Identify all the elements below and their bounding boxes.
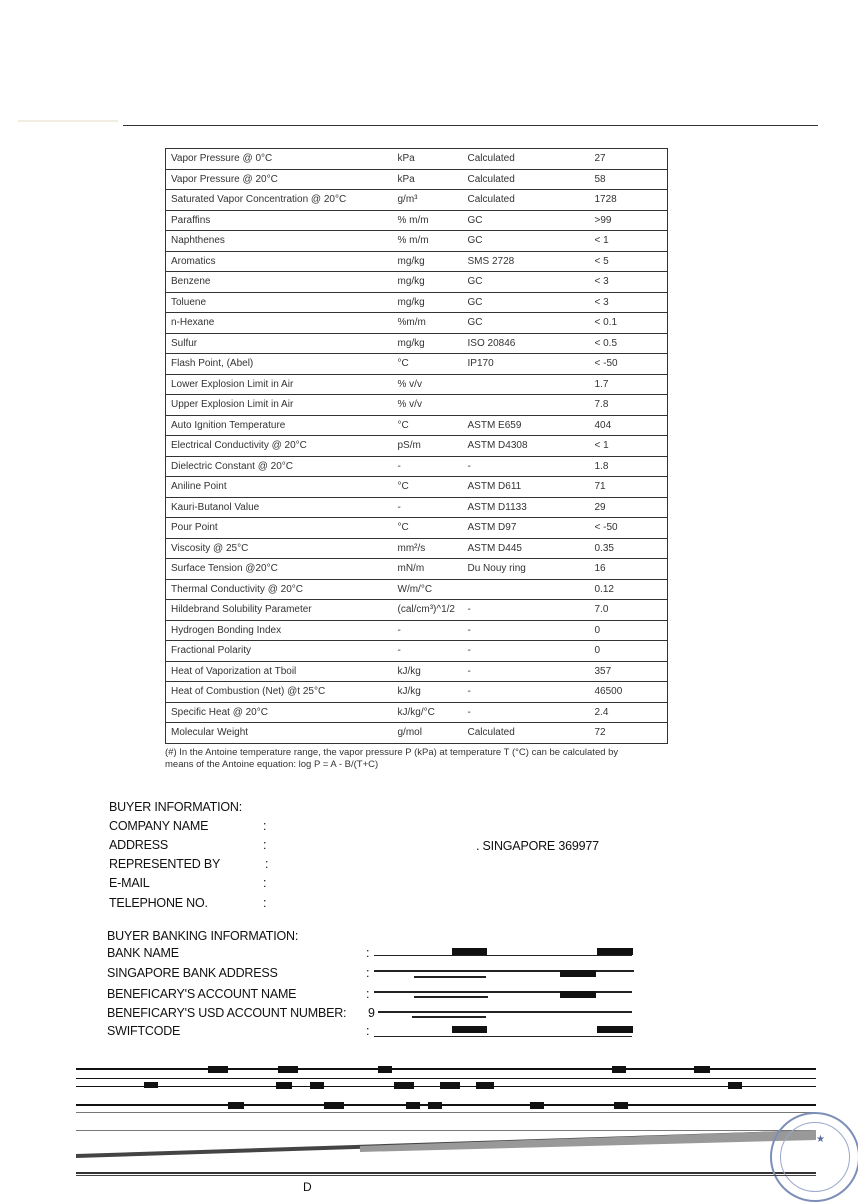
- company-name-colon: :: [263, 819, 267, 833]
- property-row: [166, 723, 668, 744]
- property-value: < 1: [577, 231, 668, 252]
- property-row: [166, 210, 668, 231]
- property-row: [166, 395, 668, 416]
- property-row: [166, 374, 668, 395]
- address-label: ADDRESS: [109, 838, 169, 852]
- property-unit: mg/kg: [392, 251, 463, 272]
- property-unit: pS/m: [392, 436, 463, 457]
- redaction-line: [414, 976, 486, 978]
- property-unit: kPa: [392, 169, 463, 190]
- property-value: 1.7: [577, 374, 668, 395]
- property-value: < 5: [577, 251, 668, 272]
- property-value: < 1: [577, 436, 668, 457]
- property-value: 2.4: [577, 702, 668, 723]
- property-method: Calculated: [463, 190, 577, 211]
- property-value: 0: [577, 620, 668, 641]
- account-number-label: BENEFICARY'S USD ACCOUNT NUMBER:: [107, 1006, 347, 1020]
- property-name: Surface Tension @20°C: [166, 559, 392, 580]
- property-unit: -: [392, 497, 463, 518]
- property-name: n-Hexane: [166, 313, 392, 334]
- property-row: [166, 272, 668, 293]
- property-name: Toluene: [166, 292, 392, 313]
- property-row: [166, 231, 668, 252]
- redacted-footer-block: [0, 1060, 858, 1180]
- property-name: Naphthenes: [166, 231, 392, 252]
- properties-table: [165, 148, 668, 744]
- property-name: Dielectric Constant @ 20°C: [166, 456, 392, 477]
- property-name: Lower Explosion Limit in Air: [166, 374, 392, 395]
- property-row: [166, 333, 668, 354]
- redaction-line: [374, 1036, 632, 1037]
- property-method: SMS 2728: [463, 251, 577, 272]
- property-method: ASTM D611: [463, 477, 577, 498]
- property-row: [166, 436, 668, 457]
- redaction-line: [374, 955, 632, 956]
- property-unit: %m/m: [392, 313, 463, 334]
- property-value: 16: [577, 559, 668, 580]
- property-name: Auto Ignition Temperature: [166, 415, 392, 436]
- property-name: Molecular Weight: [166, 723, 392, 744]
- redaction-block: [560, 991, 596, 998]
- property-unit: °C: [392, 518, 463, 539]
- property-name: Thermal Conductivity @ 20°C: [166, 579, 392, 600]
- property-row: [166, 702, 668, 723]
- represented-by-label: REPRESENTED BY: [109, 857, 221, 871]
- property-row: [166, 415, 668, 436]
- property-value: 1.8: [577, 456, 668, 477]
- property-name: Heat of Combustion (Net) @t 25°C: [166, 682, 392, 703]
- property-name: Vapor Pressure @ 20°C: [166, 169, 392, 190]
- property-value: < -50: [577, 518, 668, 539]
- property-method: GC: [463, 272, 577, 293]
- property-name: Aromatics: [166, 251, 392, 272]
- property-method: IP170: [463, 354, 577, 375]
- account-name-colon: :: [366, 987, 370, 1001]
- property-unit: -: [392, 641, 463, 662]
- property-method: ISO 20846: [463, 333, 577, 354]
- property-value: 7.8: [577, 395, 668, 416]
- antoine-footnote: (#) In the Antoine temperature range, the vapor pressure P (kPa) at temperature T (°C) can be calculated by means of the Antoine equation: log P = A - B/(T+C): [165, 747, 619, 770]
- property-unit: (cal/cm³)^1/2: [392, 600, 463, 621]
- property-name: Hildebrand Solubility Parameter: [166, 600, 392, 621]
- account-number-prefix: 9: [368, 1006, 375, 1020]
- property-value: 71: [577, 477, 668, 498]
- property-name: Saturated Vapor Concentration @ 20°C: [166, 190, 392, 211]
- property-name: Heat of Vaporization at Tboil: [166, 661, 392, 682]
- property-row: [166, 559, 668, 580]
- property-method: ASTM E659: [463, 415, 577, 436]
- property-unit: kJ/kg: [392, 682, 463, 703]
- property-row: [166, 169, 668, 190]
- property-name: Vapor Pressure @ 0°C: [166, 149, 392, 170]
- page-marker: D: [303, 1180, 312, 1194]
- banking-info-heading: BUYER BANKING INFORMATION:: [107, 929, 299, 943]
- property-unit: kPa: [392, 149, 463, 170]
- redaction-block: [452, 948, 487, 955]
- telephone-colon: :: [263, 896, 267, 910]
- property-method: ASTM D97: [463, 518, 577, 539]
- property-unit: mm²/s: [392, 538, 463, 559]
- bank-address-colon: :: [366, 966, 370, 980]
- property-row: [166, 600, 668, 621]
- property-name: Hydrogen Bonding Index: [166, 620, 392, 641]
- property-name: Benzene: [166, 272, 392, 293]
- property-method: [463, 579, 577, 600]
- property-name: Sulfur: [166, 333, 392, 354]
- redaction-line: [414, 996, 488, 998]
- property-method: -: [463, 600, 577, 621]
- property-method: -: [463, 641, 577, 662]
- property-name: Viscosity @ 25°C: [166, 538, 392, 559]
- property-unit: W/m/°C: [392, 579, 463, 600]
- property-unit: -: [392, 620, 463, 641]
- property-row: [166, 620, 668, 641]
- address-value: . SINGAPORE 369977: [476, 839, 599, 853]
- property-value: < 3: [577, 272, 668, 293]
- bank-name-label: BANK NAME: [107, 946, 179, 960]
- property-value: 0.35: [577, 538, 668, 559]
- property-method: -: [463, 661, 577, 682]
- property-method: ASTM D4308: [463, 436, 577, 457]
- email-colon: :: [263, 876, 267, 890]
- property-row: [166, 641, 668, 662]
- property-value: < -50: [577, 354, 668, 375]
- redaction-block: [452, 1026, 487, 1033]
- property-row: [166, 456, 668, 477]
- footer-rule: [76, 1175, 816, 1176]
- property-row: [166, 477, 668, 498]
- telephone-label: TELEPHONE NO.: [109, 896, 208, 910]
- swift-code-colon: :: [366, 1024, 370, 1038]
- property-method: Calculated: [463, 149, 577, 170]
- property-row: [166, 661, 668, 682]
- property-method: GC: [463, 210, 577, 231]
- property-value: 0.12: [577, 579, 668, 600]
- property-row: [166, 579, 668, 600]
- property-method: [463, 395, 577, 416]
- property-method: Calculated: [463, 169, 577, 190]
- property-method: -: [463, 456, 577, 477]
- property-method: -: [463, 682, 577, 703]
- redaction-line: [378, 1011, 632, 1013]
- property-value: 72: [577, 723, 668, 744]
- property-row: [166, 538, 668, 559]
- property-unit: °C: [392, 354, 463, 375]
- property-value: 7.0: [577, 600, 668, 621]
- property-row: [166, 497, 668, 518]
- property-method: -: [463, 620, 577, 641]
- property-unit: mg/kg: [392, 292, 463, 313]
- property-unit: mg/kg: [392, 272, 463, 293]
- redaction-line: [412, 1016, 486, 1018]
- address-colon: :: [263, 838, 267, 852]
- seal-star-icon: ★: [816, 1134, 825, 1145]
- property-name: Pour Point: [166, 518, 392, 539]
- company-name-label: COMPANY NAME: [109, 819, 209, 833]
- property-name: Paraffins: [166, 210, 392, 231]
- redaction-block: [597, 1026, 633, 1033]
- property-unit: % m/m: [392, 231, 463, 252]
- property-value: >99: [577, 210, 668, 231]
- property-row: [166, 682, 668, 703]
- property-unit: % m/m: [392, 210, 463, 231]
- buyer-info-heading: BUYER INFORMATION:: [109, 800, 242, 814]
- swift-code-label: SWIFTCODE: [107, 1024, 181, 1038]
- property-unit: % v/v: [392, 374, 463, 395]
- bank-address-label: SINGAPORE BANK ADDRESS: [107, 966, 278, 980]
- property-name: Upper Explosion Limit in Air: [166, 395, 392, 416]
- property-method: [463, 374, 577, 395]
- property-unit: °C: [392, 415, 463, 436]
- redaction-block: [560, 970, 596, 977]
- property-name: Specific Heat @ 20°C: [166, 702, 392, 723]
- seal-stamp-inner-ring: [780, 1122, 850, 1192]
- property-row: [166, 518, 668, 539]
- property-unit: kJ/kg: [392, 661, 463, 682]
- property-unit: -: [392, 456, 463, 477]
- property-value: 357: [577, 661, 668, 682]
- property-method: ASTM D1133: [463, 497, 577, 518]
- property-unit: kJ/kg/°C: [392, 702, 463, 723]
- property-row: [166, 190, 668, 211]
- property-name: Electrical Conductivity @ 20°C: [166, 436, 392, 457]
- property-row: [166, 149, 668, 170]
- property-row: [166, 354, 668, 375]
- property-name: Kauri-Butanol Value: [166, 497, 392, 518]
- property-unit: g/mol: [392, 723, 463, 744]
- property-unit: mg/kg: [392, 333, 463, 354]
- email-label: E-MAIL: [109, 876, 150, 890]
- property-value: 0: [577, 641, 668, 662]
- property-method: -: [463, 702, 577, 723]
- top-faint-mark: [18, 120, 118, 122]
- property-row: [166, 313, 668, 334]
- property-value: 1728: [577, 190, 668, 211]
- property-method: Du Nouy ring: [463, 559, 577, 580]
- account-name-label: BENEFICARY'S ACCOUNT NAME: [107, 987, 297, 1001]
- property-name: Aniline Point: [166, 477, 392, 498]
- property-name: Flash Point, (Abel): [166, 354, 392, 375]
- property-value: 27: [577, 149, 668, 170]
- property-unit: % v/v: [392, 395, 463, 416]
- property-value: < 3: [577, 292, 668, 313]
- property-value: 58: [577, 169, 668, 190]
- represented-by-colon: :: [265, 857, 269, 871]
- property-method: GC: [463, 231, 577, 252]
- redaction-block: [597, 948, 633, 955]
- property-unit: g/m³: [392, 190, 463, 211]
- property-value: < 0.5: [577, 333, 668, 354]
- property-unit: mN/m: [392, 559, 463, 580]
- property-method: GC: [463, 292, 577, 313]
- property-unit: °C: [392, 477, 463, 498]
- property-row: [166, 292, 668, 313]
- property-name: Fractional Polarity: [166, 641, 392, 662]
- bank-name-colon: :: [366, 946, 370, 960]
- property-value: < 0.1: [577, 313, 668, 334]
- property-method: ASTM D445: [463, 538, 577, 559]
- property-method: Calculated: [463, 723, 577, 744]
- property-method: GC: [463, 313, 577, 334]
- property-value: 404: [577, 415, 668, 436]
- property-value: 46500: [577, 682, 668, 703]
- property-value: 29: [577, 497, 668, 518]
- property-row: [166, 251, 668, 272]
- header-rule: [123, 125, 818, 126]
